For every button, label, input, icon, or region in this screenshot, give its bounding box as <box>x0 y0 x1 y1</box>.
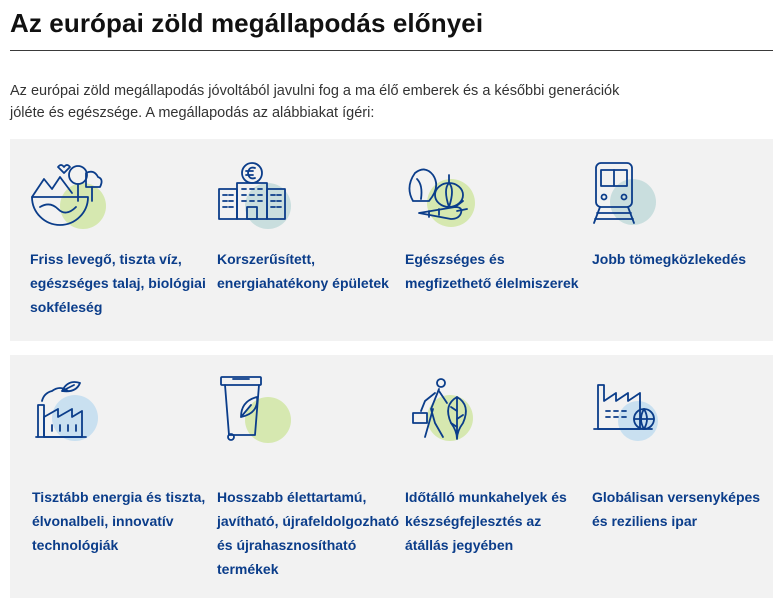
factory-globe-icon <box>592 377 682 457</box>
clean-factory-icon <box>32 377 122 457</box>
benefit-label: Időtálló munkahelyek és készségfejlesztés az átállás jegyében <box>405 489 567 553</box>
intro-text: Az európai zöld megállapodás jóvoltából javulni fog a ma élő emberek és a későbbi generációk jóléte és egészsége. A megállapodás az alábbiakat ígéri: <box>10 83 620 121</box>
benefit-label: Hosszabb élettartamú, javítható, újrafeldolgozható és újrahasznosítható termékek <box>217 489 400 577</box>
benefit-label: Tisztább energia és tiszta, élvonalbeli, innovatív technológiák <box>32 489 206 553</box>
benefits-panel-1 <box>10 139 773 341</box>
train-icon <box>592 161 682 241</box>
benefit-label: Friss levegő, tiszta víz, egészséges talaj, biológiai sokféleség <box>30 251 206 315</box>
title-divider <box>10 50 773 51</box>
recycle-bin-icon <box>217 375 307 455</box>
page-title: Az európai zöld megállapodás előnyei <box>10 8 484 38</box>
worker-leaf-icon <box>405 377 495 457</box>
euro-building-icon <box>217 161 307 241</box>
benefit-label: Globálisan versenyképes és reziliens ipar <box>592 489 761 529</box>
benefit-label: Egészséges és megfizethető élelmiszerek <box>405 251 579 291</box>
benefit-label: Jobb tömegközlekedés <box>592 251 747 267</box>
benefit-label: Korszerűsített, energiahatékony épületek <box>217 251 389 291</box>
benefits-panel-2 <box>10 355 773 598</box>
earth-nature-icon <box>30 161 120 241</box>
vegetables-icon <box>405 161 495 241</box>
